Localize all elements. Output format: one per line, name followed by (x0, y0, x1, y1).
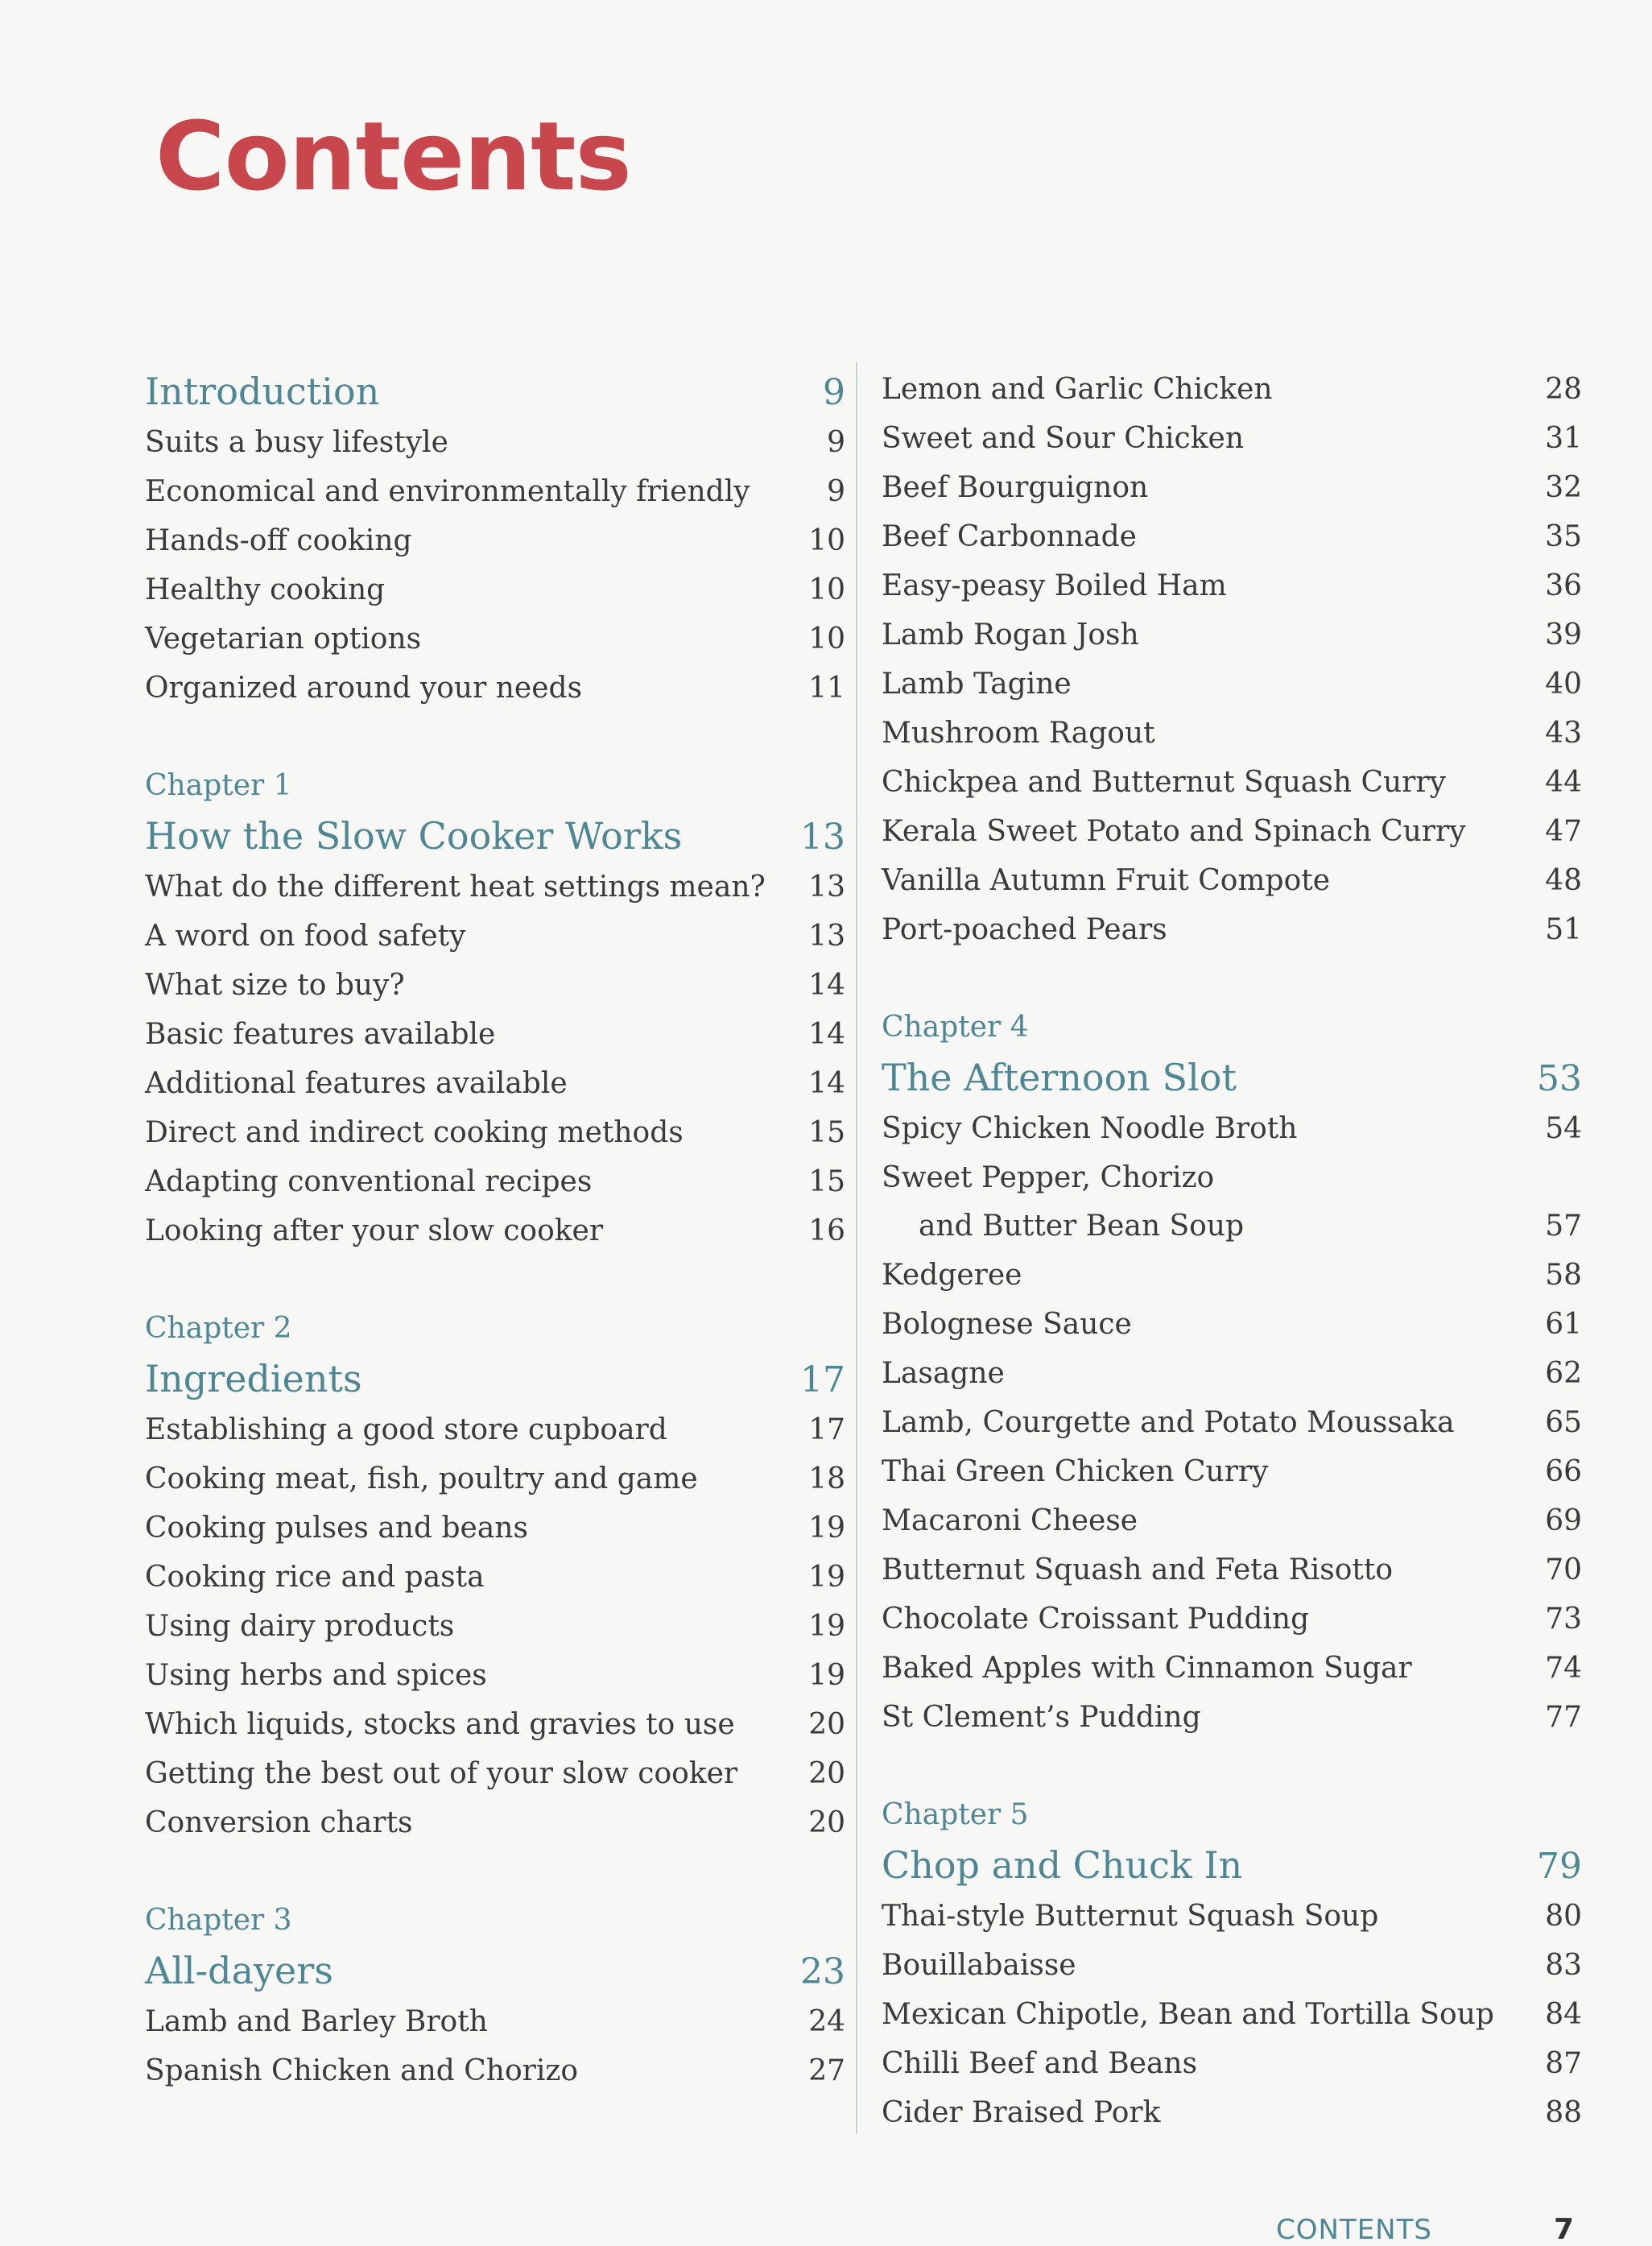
section-chapter-3 (145, 1897, 845, 2095)
toc-entry[interactable] (882, 1104, 1582, 1153)
toc-entry[interactable] (882, 610, 1582, 660)
entry-page: 27 (808, 2054, 845, 2087)
entry-label: Adapting conventional recipes (145, 1165, 593, 1198)
entry-page: 88 (1545, 2096, 1582, 2129)
toc-entry[interactable] (145, 961, 845, 1010)
section-chapter-1 (145, 763, 845, 1255)
entry-label: Hands-off cooking (145, 524, 412, 557)
entry-page: 48 (1545, 864, 1582, 897)
entry-page: 28 (1545, 373, 1582, 406)
toc-entry[interactable] (882, 709, 1582, 758)
entry-page: 19 (808, 1659, 845, 1692)
entry-label: Beef Bourguignon (882, 471, 1149, 504)
entry-label: Beef Carbonnade (882, 520, 1137, 553)
entry-label: Baked Apples with Cinnamon Sugar (882, 1652, 1412, 1685)
running-footer-label: CONTENTS (1276, 2214, 1432, 2246)
page-title: Contents (155, 101, 631, 212)
entry-label: Using herbs and spices (145, 1659, 487, 1692)
toc-list (882, 1104, 1582, 1153)
heading-page: 13 (800, 817, 845, 858)
toc-entry[interactable] (882, 2088, 1582, 2137)
entry-label: Thai-style Butternut Squash Soup (882, 1900, 1379, 1933)
toc-entry[interactable] (145, 614, 845, 664)
entry-page: 65 (1545, 1406, 1582, 1439)
entry-label: Butternut Squash and Feta Risotto (882, 1553, 1394, 1586)
entry-label: Additional features available (145, 1067, 568, 1100)
entry-label: Getting the best out of your slow cooker (145, 1757, 738, 1790)
toc-heading-chapter-1[interactable] (145, 809, 845, 862)
toc-list (882, 365, 1582, 954)
section-chapter-5 (882, 1792, 1582, 2137)
toc-entry[interactable] (145, 664, 845, 713)
toc-entry[interactable] (145, 1997, 845, 2046)
entry-label: and Butter Bean Soup (919, 1210, 1245, 1243)
toc-heading-introduction[interactable] (145, 365, 845, 418)
toc-entry[interactable] (145, 1504, 845, 1553)
entry-page: 15 (808, 1116, 845, 1149)
entry-page: 9 (827, 475, 845, 508)
section-chapter-2 (145, 1305, 845, 1847)
toc-entry[interactable] (145, 1454, 845, 1504)
entry-label: Lamb Tagine (882, 668, 1072, 701)
column-divider (856, 362, 857, 2134)
heading-page: 79 (1537, 1846, 1582, 1887)
entry-label: Healthy cooking (145, 573, 386, 606)
toc-entry[interactable] (882, 1545, 1582, 1595)
toc-entry[interactable] (882, 1153, 1582, 1202)
entry-page: 80 (1545, 1900, 1582, 1933)
entry-page: 32 (1545, 471, 1582, 504)
entry-page: 57 (1545, 1210, 1582, 1243)
entry-page: 69 (1545, 1504, 1582, 1537)
toc-entry[interactable] (145, 1798, 845, 1847)
toc-entry[interactable] (882, 1496, 1582, 1545)
toc-entry[interactable] (145, 467, 845, 516)
toc-entry[interactable] (145, 1405, 845, 1454)
toc-heading-chapter-3[interactable] (145, 1944, 845, 1997)
toc-right-column (882, 365, 1582, 2187)
chapter-label: Chapter 3 (145, 1904, 292, 1937)
entry-page: 66 (1545, 1455, 1582, 1488)
entry-label: Thai Green Chicken Curry (882, 1455, 1269, 1488)
entry-page: 77 (1545, 1701, 1582, 1734)
entry-label: What size to buy? (145, 969, 405, 1002)
toc-entry[interactable] (145, 1157, 845, 1206)
entry-label: Lamb and Barley Broth (145, 2005, 488, 2038)
heading-label: Chop and Chuck In (882, 1843, 1243, 1887)
entry-label: Suits a busy lifestyle (145, 426, 448, 459)
entry-label: Using dairy products (145, 1610, 455, 1643)
entry-page: 16 (808, 1214, 845, 1247)
toc-entry[interactable] (882, 463, 1582, 512)
entry-page: 11 (808, 672, 845, 705)
entry-label: Kedgeree (882, 1259, 1022, 1292)
entry-page: 44 (1545, 766, 1582, 799)
entry-label: Cider Braised Pork (882, 2096, 1161, 2129)
entry-label: Vanilla Autumn Fruit Compote (882, 864, 1331, 897)
entry-label: Basic features available (145, 1018, 496, 1051)
entry-page: 18 (808, 1462, 845, 1495)
toc-entry[interactable] (145, 1651, 845, 1700)
entry-label: Chocolate Croissant Pudding (882, 1603, 1310, 1636)
entry-label: Chilli Beef and Beans (882, 2047, 1198, 2080)
toc-entry[interactable] (882, 1349, 1582, 1398)
entry-label: Vegetarian options (145, 623, 422, 656)
toc-entry[interactable] (882, 1300, 1582, 1349)
heading-label: The Afternoon Slot (882, 1056, 1237, 1099)
toc-entry[interactable] (882, 807, 1582, 856)
toc-entry[interactable] (145, 1553, 845, 1602)
entry-label: St Clement’s Pudding (882, 1701, 1201, 1734)
entry-page: 54 (1545, 1112, 1582, 1145)
entry-page: 20 (808, 1806, 845, 1839)
entry-label: Direct and indirect cooking methods (145, 1116, 684, 1149)
entry-label: Sweet Pepper, Chorizo (882, 1161, 1215, 1194)
toc-entry[interactable] (882, 856, 1582, 905)
entry-label: Macaroni Cheese (882, 1504, 1138, 1537)
toc-entry-continued[interactable] (882, 1202, 1582, 1251)
heading-label: Ingredients (145, 1357, 362, 1400)
entry-label: Organized around your needs (145, 672, 583, 705)
chapter-label: Chapter 1 (145, 769, 292, 802)
toc-entry[interactable] (882, 1644, 1582, 1693)
toc-list (145, 862, 845, 1255)
toc-entry[interactable] (882, 1693, 1582, 1742)
toc-entry[interactable] (882, 561, 1582, 610)
toc-left-column (145, 365, 845, 2145)
entry-label: Cooking pulses and beans (145, 1512, 528, 1545)
entry-label: Easy-peasy Boiled Ham (882, 569, 1227, 602)
heading-label: All-dayers (145, 1949, 333, 1992)
toc-heading-chapter-2[interactable] (145, 1352, 845, 1405)
toc-list (882, 1892, 1582, 2137)
section-chapter-4 (882, 1004, 1582, 1742)
toc-heading-chapter-4[interactable] (882, 1051, 1582, 1104)
entry-page: 20 (808, 1708, 845, 1741)
toc-entry[interactable] (882, 1251, 1582, 1300)
entry-page: 17 (808, 1413, 845, 1446)
toc-entry[interactable] (145, 1749, 845, 1798)
entry-label: What do the different heat settings mean? (145, 871, 766, 904)
heading-page: 17 (800, 1359, 845, 1400)
entry-label: Kerala Sweet Potato and Spinach Curry (882, 815, 1466, 848)
entry-page: 47 (1545, 815, 1582, 848)
toc-entry[interactable] (882, 1595, 1582, 1644)
entry-label: Lemon and Garlic Chicken (882, 373, 1273, 406)
entry-page: 62 (1545, 1357, 1582, 1390)
entry-label: Looking after your slow cooker (145, 1214, 604, 1247)
entry-label: A word on food safety (145, 920, 466, 953)
entry-page: 14 (808, 1067, 845, 1100)
entry-page: 51 (1545, 913, 1582, 946)
toc-entry[interactable] (145, 1059, 845, 1108)
entry-page: 10 (808, 573, 845, 606)
entry-page: 10 (808, 623, 845, 656)
heading-label: Introduction (145, 370, 380, 413)
toc-entry[interactable] (145, 1700, 845, 1749)
toc-entry[interactable] (882, 512, 1582, 561)
entry-page: 73 (1545, 1603, 1582, 1636)
toc-entry[interactable] (882, 1398, 1582, 1447)
entry-page: 9 (827, 426, 845, 459)
toc-entry[interactable] (145, 1602, 845, 1651)
entry-page: 39 (1545, 618, 1582, 651)
entry-label: Sweet and Sour Chicken (882, 422, 1245, 455)
entry-label: Port-poached Pears (882, 913, 1167, 946)
toc-entry[interactable] (145, 1108, 845, 1157)
toc-entry[interactable] (882, 414, 1582, 463)
entry-page: 70 (1545, 1553, 1582, 1586)
entry-label: Mushroom Ragout (882, 717, 1155, 750)
toc-entry[interactable] (145, 1010, 845, 1059)
heading-page: 23 (800, 1951, 845, 1992)
toc-heading-chapter-5[interactable] (882, 1839, 1582, 1892)
entry-page: 31 (1545, 422, 1582, 455)
toc-entry[interactable] (145, 1206, 845, 1255)
toc-entry[interactable] (882, 1447, 1582, 1496)
toc-entry[interactable] (882, 2039, 1582, 2088)
entry-label: Mexican Chipotle, Bean and Tortilla Soup (882, 1998, 1494, 2031)
entry-label: Bouillabaisse (882, 1949, 1076, 1982)
toc-list (145, 418, 845, 713)
entry-page: 83 (1545, 1949, 1582, 1982)
entry-page: 10 (808, 524, 845, 557)
toc-list (145, 1405, 845, 1847)
entry-page: 74 (1545, 1652, 1582, 1685)
entry-page: 13 (808, 920, 845, 953)
toc-entry[interactable] (882, 1892, 1582, 1941)
entry-label: Lamb Rogan Josh (882, 618, 1139, 651)
entry-label: Cooking rice and pasta (145, 1561, 485, 1594)
entry-page: 15 (808, 1165, 845, 1198)
entry-label: Conversion charts (145, 1806, 413, 1839)
entry-page: 20 (808, 1757, 845, 1790)
entry-page: 36 (1545, 569, 1582, 602)
entry-page: 58 (1545, 1259, 1582, 1292)
entry-page: 14 (808, 969, 845, 1002)
entry-page: 43 (1545, 717, 1582, 750)
toc-entry[interactable] (145, 912, 845, 961)
toc-entry[interactable] (145, 565, 845, 614)
entry-label: Lasagne (882, 1357, 1005, 1390)
toc-entry[interactable] (882, 758, 1582, 807)
section-chapter-3-continued (882, 365, 1582, 954)
toc-entry[interactable] (882, 660, 1582, 709)
toc-entry[interactable] (145, 516, 845, 565)
toc-entry[interactable] (882, 1941, 1582, 1990)
toc-entry[interactable] (882, 365, 1582, 414)
toc-entry[interactable] (145, 862, 845, 912)
toc-list (882, 1251, 1582, 1742)
heading-page: 53 (1537, 1058, 1582, 1099)
chapter-label: Chapter 4 (882, 1011, 1029, 1044)
entry-label: Economical and environmentally friendly (145, 475, 750, 508)
entry-label: Spanish Chicken and Chorizo (145, 2054, 579, 2087)
entry-label: Establishing a good store cupboard (145, 1413, 667, 1446)
toc-entry[interactable] (145, 418, 845, 467)
entry-page: 61 (1545, 1308, 1582, 1341)
toc-list (145, 1997, 845, 2095)
heading-page: 9 (823, 372, 845, 413)
entry-label: Which liquids, stocks and gravies to use (145, 1708, 735, 1741)
heading-label: How the Slow Cooker Works (145, 814, 683, 858)
section-introduction (145, 365, 845, 713)
entry-label: Lamb, Courgette and Potato Moussaka (882, 1406, 1455, 1439)
entry-page: 24 (808, 2005, 845, 2038)
entry-page: 40 (1545, 668, 1582, 701)
toc-entry[interactable] (882, 905, 1582, 954)
entry-label: Cooking meat, fish, poultry and game (145, 1462, 698, 1495)
entry-page: 35 (1545, 520, 1582, 553)
entry-page: 13 (808, 871, 845, 904)
chapter-label: Chapter 2 (145, 1312, 292, 1345)
entry-page: 84 (1545, 1998, 1582, 2031)
toc-entry[interactable] (145, 2046, 845, 2095)
entry-page: 19 (808, 1561, 845, 1594)
page-number: 7 (1553, 2213, 1574, 2246)
entry-label: Chickpea and Butternut Squash Curry (882, 766, 1446, 799)
chapter-label: Chapter 5 (882, 1798, 1029, 1831)
entry-label: Spicy Chicken Noodle Broth (882, 1112, 1298, 1145)
entry-label: Bolognese Sauce (882, 1308, 1132, 1341)
entry-page: 19 (808, 1512, 845, 1545)
entry-page: 87 (1545, 2047, 1582, 2080)
entry-page: 19 (808, 1610, 845, 1643)
entry-page: 14 (808, 1018, 845, 1051)
page-footer (1276, 2213, 1574, 2246)
toc-entry[interactable] (882, 1990, 1582, 2039)
